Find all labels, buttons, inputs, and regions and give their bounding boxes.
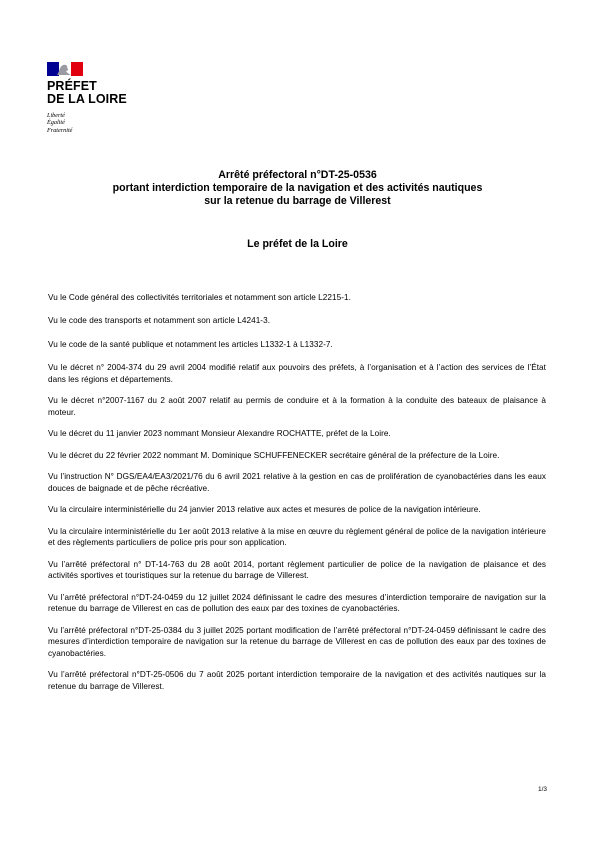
decree-title-line2: portant interdiction temporaire de la navigation et des activités nautiques [112,182,483,195]
decree-title [0,169,595,209]
visa-paragraph: Vu le décret n° 2004-374 du 29 avril 2004 modifié relatif aux pouvoirs des préfets, à l’organisation et à l’action des services de l’État dans les régions et départements. [48,363,546,384]
decree-title-line3: sur la retenue du barrage de Villerest [204,195,391,208]
motto-egalite: Égalité [47,119,65,127]
visas-list [48,292,546,702]
visa-paragraph: Vu l’arrêté préfectoral n°DT-25-0506 du 7 août 2025 portant interdiction temporaire de la navigation et des activités nautiques sur la retenue du barrage de Villerest. [48,670,546,691]
prefecture-logo [47,62,167,134]
visa-paragraph: Vu le code des transports et notamment son article L4241-3. [48,316,271,326]
motto-fraternite: Fraternité [47,126,73,134]
visa-paragraph: Vu la circulaire interministérielle du 1er août 2013 relative à la mise en œuvre du règlement général de police de la navigation intérieure et des règlements particuliers de police pris pour son application. [48,527,546,548]
page-number: 1/3 [537,786,547,793]
visa-paragraph: Vu le décret n°2007-1167 du 2 août 2007 relatif au permis de conduire et à la formation à la conduite des bateaux de plaisance à moteur. [48,396,546,417]
authority-heading: Le préfet de la Loire [247,238,348,250]
visa-paragraph: Vu le code de la santé publique et notamment les articles L1332-1 à L1332-7. [48,339,333,349]
marianne-flag-icon [47,62,83,76]
visa-paragraph: Vu la circulaire interministérielle du 24 janvier 2013 relative aux actes et mesures de police de la navigation intérieure. [48,505,481,515]
visa-paragraph: Vu l’arrêté préfectoral n°DT-25-0384 du 3 juillet 2025 portant modification de l’arrêté préfectoral n°DT-24-0459 définissant le cadre des mesures d’interdiction temporaire de navigation sur la retenue du barrage de Villerest en cas de pollution des eaux par des toxines de cyanobactéries. [48,626,546,658]
motto-liberte: Liberté [47,112,65,119]
visa-paragraph: Vu le décret du 22 février 2022 nommant M. Dominique SCHUFFENECKER secrétaire général de la préfecture de la Loire. [48,450,500,460]
prefecture-name [47,80,167,106]
prefecture-name-line2: DE LA LOIRE [47,92,127,106]
republic-motto [47,112,167,134]
visa-paragraph: Vu l’arrêté préfectoral n° DT-14-763 du 28 août 2014, portant règlement particulier de police de la navigation de plaisance et des activités sportives et touristiques sur la retenue du barrage de Villerest. [48,560,546,581]
visa-paragraph: Vu le Code général des collectivités territoriales et notamment son article L2215-1. [48,293,351,302]
prefecture-name-line1: PRÉFET [47,79,97,93]
visa-paragraph: Vu le décret du 11 janvier 2023 nommant Monsieur Alexandre ROCHATTE, préfet de la Loire. [48,429,391,439]
decree-title-line1: Arrêté préfectoral n°DT-25-0536 [218,169,377,181]
visa-paragraph: Vu l’arrêté préfectoral n°DT-24-0459 du 12 juillet 2024 définissant le cadre des mesures d’interdiction temporaire de navigation sur la retenue du barrage de Villerest en cas de pollution des eaux par des toxines de cyanobactéries. [48,593,546,614]
visa-paragraph: Vu l’instruction N° DGS/EA4/EA3/2021/76 du 6 avril 2021 relative à la gestion en cas de prolifération de cyanobactéries dans les eaux douces de baignade et de pêche récréative. [48,472,546,493]
